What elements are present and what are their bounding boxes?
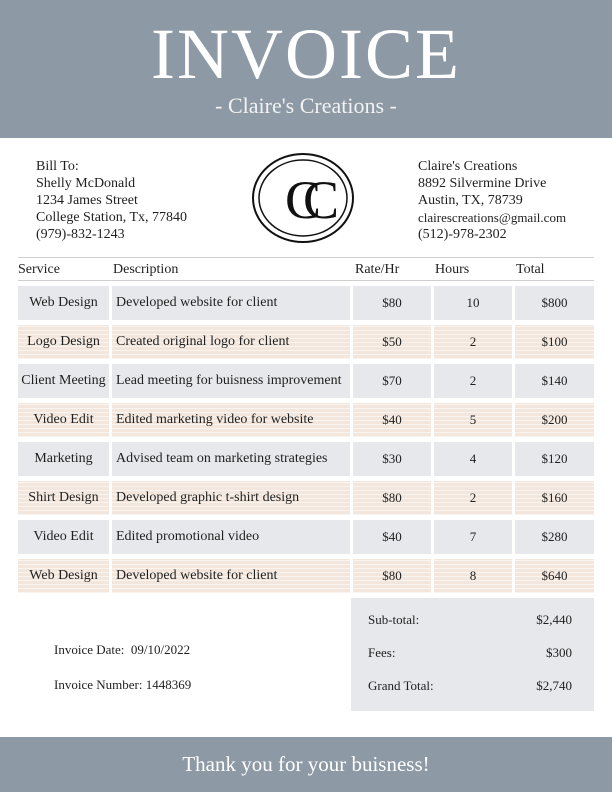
fees-value: $300 (546, 645, 572, 660)
header-total: Total (516, 262, 545, 277)
row-total: $140 (515, 364, 594, 398)
logo-monogram: CC (284, 170, 322, 230)
row-description: Advised team on marketing strategies (112, 442, 350, 476)
row-description: Created original logo for client (112, 325, 350, 359)
row-hours: 7 (434, 520, 512, 554)
table-row (18, 559, 594, 593)
row-description: Developed graphic t-shirt design (112, 481, 350, 515)
row-hours: 8 (434, 559, 512, 593)
row-description: Developed website for client (112, 559, 350, 593)
grand-total-label: Grand Total: (368, 678, 434, 693)
table-row (18, 442, 594, 476)
row-total: $120 (515, 442, 594, 476)
invoice-date (54, 642, 190, 658)
table-row (18, 403, 594, 437)
row-hours: 2 (434, 325, 512, 359)
company-info-block (418, 158, 566, 243)
row-rate: $40 (353, 520, 431, 554)
company-email: clairescreations@gmail.com (418, 210, 567, 225)
company-phone: (512)-978-2302 (418, 227, 507, 242)
table-row (18, 325, 594, 359)
bill-to-city: College Station, Tx, 77840 (36, 210, 188, 225)
row-total: $640 (515, 559, 594, 593)
table-row (18, 520, 594, 554)
row-rate: $40 (353, 403, 431, 437)
row-rate: $70 (353, 364, 431, 398)
row-hours: 2 (434, 364, 512, 398)
company-city: Austin, TX, 78739 (418, 193, 523, 208)
table-row (18, 481, 594, 515)
bill-to-name: Shelly McDonald (36, 176, 136, 191)
bill-to-block (36, 158, 187, 243)
row-service: Video Edit (18, 403, 109, 437)
header-description: Description (113, 262, 179, 277)
table-row (18, 364, 594, 398)
invoice-number-value: 1448369 (145, 677, 192, 692)
row-total: $280 (515, 520, 594, 554)
header-banner (0, 0, 612, 138)
row-service: Web Design (18, 559, 109, 593)
invoice-date-label: Invoice Date: (54, 642, 125, 657)
invoice-number (54, 677, 191, 693)
row-service: Shirt Design (18, 481, 109, 515)
row-rate: $80 (353, 559, 431, 593)
cc-logo-icon (251, 152, 355, 244)
row-service: Logo Design (18, 325, 109, 359)
row-description: Edited marketing video for website (112, 403, 350, 437)
row-description: Developed website for client (112, 286, 350, 320)
row-service: Marketing (18, 442, 109, 476)
header-rate: Rate/Hr (355, 262, 400, 277)
row-total: $100 (515, 325, 594, 359)
row-hours: 5 (434, 403, 512, 437)
bill-to-phone: (979)-832-1243 (36, 227, 125, 242)
row-total: $160 (515, 481, 594, 515)
row-service: Video Edit (18, 520, 109, 554)
bill-to-label: Bill To: (36, 159, 79, 174)
table-top-rule (18, 257, 594, 258)
row-rate: $80 (353, 286, 431, 320)
table-row (18, 286, 594, 320)
row-description: Lead meeting for buisness improvement (112, 364, 350, 398)
row-total: $800 (515, 286, 594, 320)
fees-label: Fees: (368, 645, 396, 660)
row-service: Client Meeting (18, 364, 109, 398)
invoice-title: INVOICE (151, 14, 461, 94)
table-header-rule (18, 280, 594, 281)
row-hours: 2 (434, 481, 512, 515)
row-hours: 4 (434, 442, 512, 476)
row-rate: $30 (353, 442, 431, 476)
header-hours: Hours (435, 262, 470, 277)
footer-banner (0, 737, 612, 792)
row-rate: $80 (353, 481, 431, 515)
grand-total-value: $2,740 (536, 678, 572, 693)
row-hours: 10 (434, 286, 512, 320)
invoice-number-label: Invoice Number: (54, 677, 143, 692)
subtotal-label: Sub-total: (368, 612, 420, 627)
row-service: Web Design (18, 286, 109, 320)
company-street: 8892 Silvermine Drive (418, 176, 547, 191)
bill-to-street: 1234 James Street (36, 193, 138, 208)
totals-summary (351, 598, 594, 711)
row-description: Edited promotional video (112, 520, 350, 554)
thank-you-message: Thank you for your buisness! (182, 752, 430, 776)
subtotal-value: $2,440 (536, 612, 572, 627)
company-name: Claire's Creations (418, 159, 518, 174)
header-service: Service (18, 262, 60, 277)
company-subtitle: - Claire's Creations - (215, 93, 397, 118)
row-total: $200 (515, 403, 594, 437)
row-rate: $50 (353, 325, 431, 359)
invoice-date-value: 09/10/2022 (130, 642, 191, 657)
